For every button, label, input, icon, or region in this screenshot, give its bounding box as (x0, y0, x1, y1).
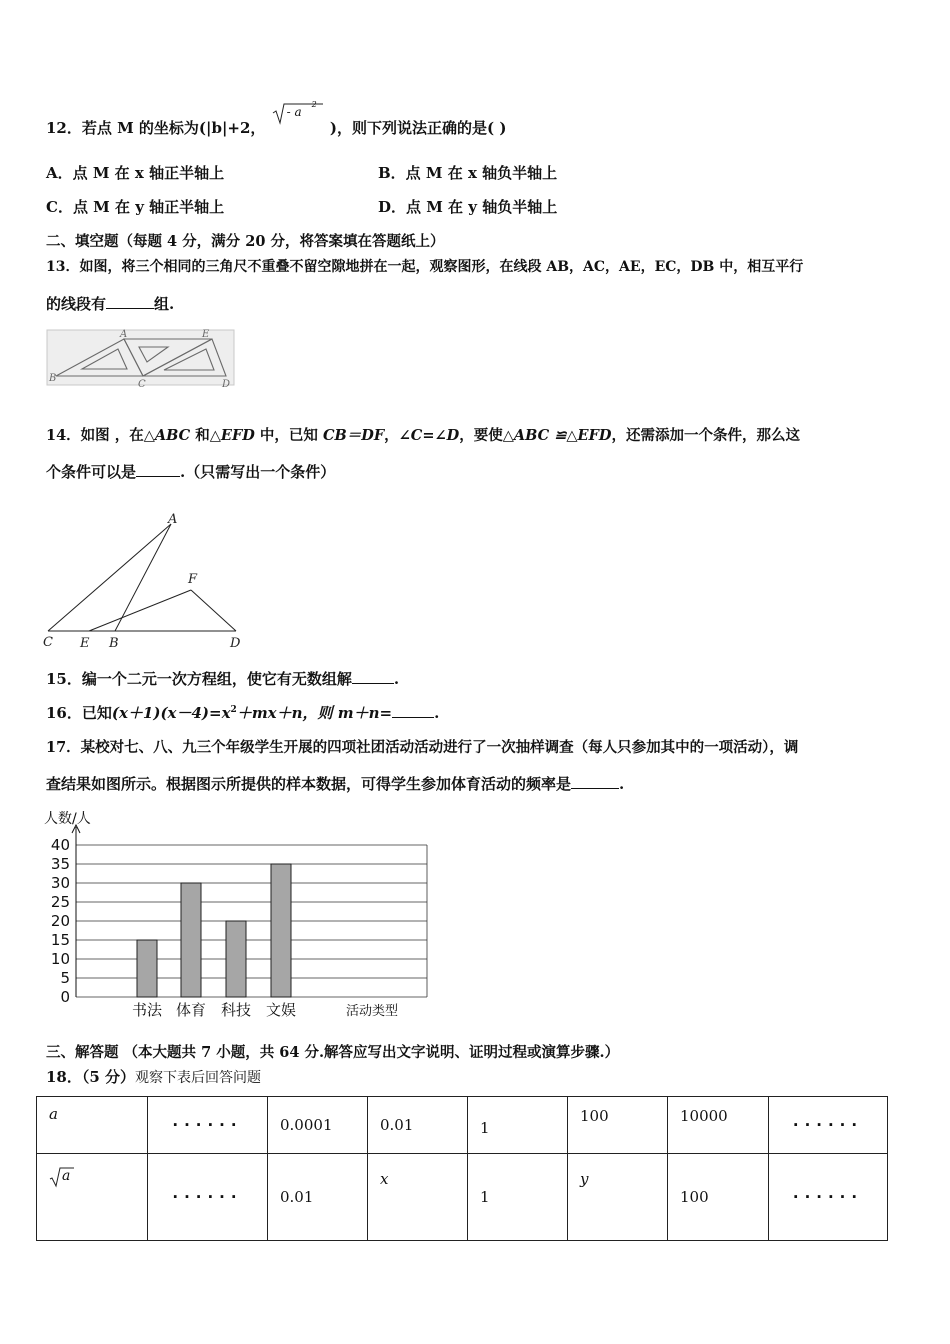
answer-blank (392, 704, 434, 718)
q18-number: 18．（5 分） (46, 1068, 136, 1086)
sqrt-a-text: a (62, 1168, 71, 1184)
bar-书法 (137, 940, 157, 997)
q14-condition-2: ∠C=∠D (398, 427, 460, 444)
table-cell: ······ (148, 1097, 268, 1154)
q15-end: . (393, 670, 400, 688)
x-tick-label: 书法 (131, 1001, 163, 1019)
q14-label-a: A (168, 512, 178, 527)
q14-text-2: 和 (190, 427, 210, 444)
q14-label-f: F (188, 572, 198, 587)
table-cell: 1 (468, 1097, 568, 1154)
q14-line1 (46, 424, 800, 445)
q14-label-b: B (109, 636, 119, 650)
section2-heading: 二、填空题（每题 4 分，满分 20 分，将答案填在答题纸上） (46, 233, 445, 250)
table-cell: 10000 (668, 1097, 769, 1154)
y-tick-label: 25 (50, 893, 70, 911)
q16 (46, 702, 439, 723)
bar-文娱 (271, 864, 291, 997)
table-cell: y (568, 1154, 668, 1241)
q12-stem-part1: 12．若点 M 的坐标为(|b|+2， (46, 119, 266, 137)
q13-label-d: D (222, 379, 231, 390)
bar-科技 (226, 921, 246, 997)
table-cell: x (368, 1154, 468, 1241)
q14-label-e: E (80, 636, 90, 650)
q12-sqrt (271, 100, 325, 133)
x-tick-label: 体育 (175, 1001, 207, 1019)
q12-option-b: B．点 M 在 x 轴负半轴上 (378, 164, 558, 182)
q12-sqrt-expr: - a (286, 105, 302, 119)
y-tick-label: 20 (50, 912, 70, 930)
y-tick-label: 0 (60, 988, 70, 1006)
y-tick-label: 15 (50, 931, 70, 949)
chart-x-ticks (132, 1001, 296, 1019)
answer-blank (106, 295, 154, 309)
y-tick-label: 35 (50, 855, 70, 873)
q14-condition-1: CB＝DF (322, 427, 385, 444)
q13-line2-end: 组. (154, 295, 175, 313)
q14-congruence: △ABC ≌△EFD (502, 427, 612, 444)
q12-sqrt-exp: 2 (311, 100, 317, 109)
chart-y-axis-label: 人数/人 (44, 811, 91, 827)
table-cell: ······ (769, 1154, 888, 1241)
q14-line2-text: 个条件可以是 (46, 463, 137, 481)
q14-text-1: 14．如图 ，在 (46, 427, 144, 444)
q16-exponent: 2 (230, 705, 237, 715)
q17-line1: 17．某校对七、八、九三个年级学生开展的四项社团活动活动进行了一次抽样调查（每人只参加其中的一项活动），调 (46, 739, 799, 756)
q12-stem-part2: )，则下列说法正确的是( ) (329, 119, 507, 137)
q13-label-c: C (138, 379, 146, 390)
table-cell: 1 (468, 1154, 568, 1241)
q14-line2-end: .（只需写出一个条件） (180, 463, 336, 481)
q16-expr: (x＋1)(x－4)=x (111, 704, 231, 722)
q18-table (36, 1096, 888, 1241)
q17-line2 (46, 773, 624, 794)
q14-text-4: ， (384, 427, 399, 444)
q13-label-b: B (49, 373, 57, 384)
q17-line2-text: 查结果如图所示。根据图示所提供的样本数据，可得学生参加体育活动的频率是 (46, 775, 572, 793)
sqrt-a-symbol (49, 1166, 75, 1186)
bar-体育 (181, 883, 201, 997)
q13-line2-text: 的线段有 (46, 295, 107, 313)
table-cell: ······ (769, 1097, 888, 1154)
y-tick-label: 10 (50, 950, 70, 968)
q12-option-d: D．点 M 在 y 轴负半轴上 (378, 198, 558, 216)
q13-line2 (46, 293, 174, 314)
chart-x-axis-label: 活动类型 (346, 1004, 399, 1019)
q13-line1: 13．如图，将三个相同的三角尺不重叠不留空隙地拼在一起，观察图形，在线段 AB，AC，AE，EC，DB 中，相互平行 (46, 259, 804, 275)
q12-stem (46, 100, 507, 138)
q18-title-text: 观察下表后回答问题 (135, 1070, 262, 1086)
table-row (37, 1097, 888, 1154)
q13-triangle-figure (44, 326, 238, 392)
q12-option-c: C．点 M 在 y 轴正半轴上 (46, 198, 225, 216)
table-cell: 100 (568, 1097, 668, 1154)
q14-text-5: ，要使 (459, 427, 503, 444)
y-tick-label: 30 (50, 874, 70, 892)
q14-line2 (46, 461, 335, 482)
q15 (46, 668, 399, 689)
q18-title (46, 1066, 261, 1087)
x-tick-label: 文娱 (265, 1001, 297, 1019)
q12-option-a: A．点 M 在 x 轴正半轴上 (46, 164, 225, 182)
chart-grid (72, 825, 427, 997)
q15-text: 15．编一个二元一次方程组，使它有无数组解 (46, 670, 352, 688)
q17-line2-end: . (619, 775, 625, 793)
q14-text-3: 中，已知 (254, 427, 323, 444)
answer-blank (571, 775, 619, 789)
table-cell: 100 (668, 1154, 769, 1241)
q14-label-c: C (43, 635, 53, 650)
chart-y-ticks (51, 836, 70, 1006)
answer-blank (136, 463, 180, 477)
q16-expr2: ＋mx＋n，则 m＋n= (236, 704, 393, 722)
q14-label-d: D (230, 636, 241, 650)
table-row (37, 1154, 888, 1241)
table-cell: 0.0001 (268, 1097, 368, 1154)
table-cell: ······ (148, 1154, 268, 1241)
table-cell: a (37, 1097, 148, 1154)
table-cell (37, 1154, 148, 1241)
answer-blank (352, 670, 394, 684)
q14-triangle-figure (40, 505, 255, 650)
x-tick-label: 科技 (220, 1001, 252, 1019)
q14-triangle-efd: △EFD (209, 427, 255, 444)
section3-heading: 三、解答题 （本大题共 7 小题，共 64 分.解答应写出文字说明、证明过程或演算步骤.） (46, 1044, 620, 1061)
q16-end: . (434, 704, 440, 722)
q17-bar-chart (40, 806, 440, 1026)
table-cell: 0.01 (368, 1097, 468, 1154)
q13-label-a: A (120, 329, 128, 340)
q16-prefix: 16．已知 (46, 704, 112, 722)
y-tick-label: 5 (60, 969, 70, 987)
q13-label-e: E (202, 329, 210, 340)
q14-triangle-abc: △ABC (143, 427, 191, 444)
q14-text-6: ，还需添加一个条件，那么这 (611, 427, 800, 444)
table-cell: 0.01 (268, 1154, 368, 1241)
chart-bars (137, 864, 291, 997)
y-tick-label: 40 (50, 836, 70, 854)
